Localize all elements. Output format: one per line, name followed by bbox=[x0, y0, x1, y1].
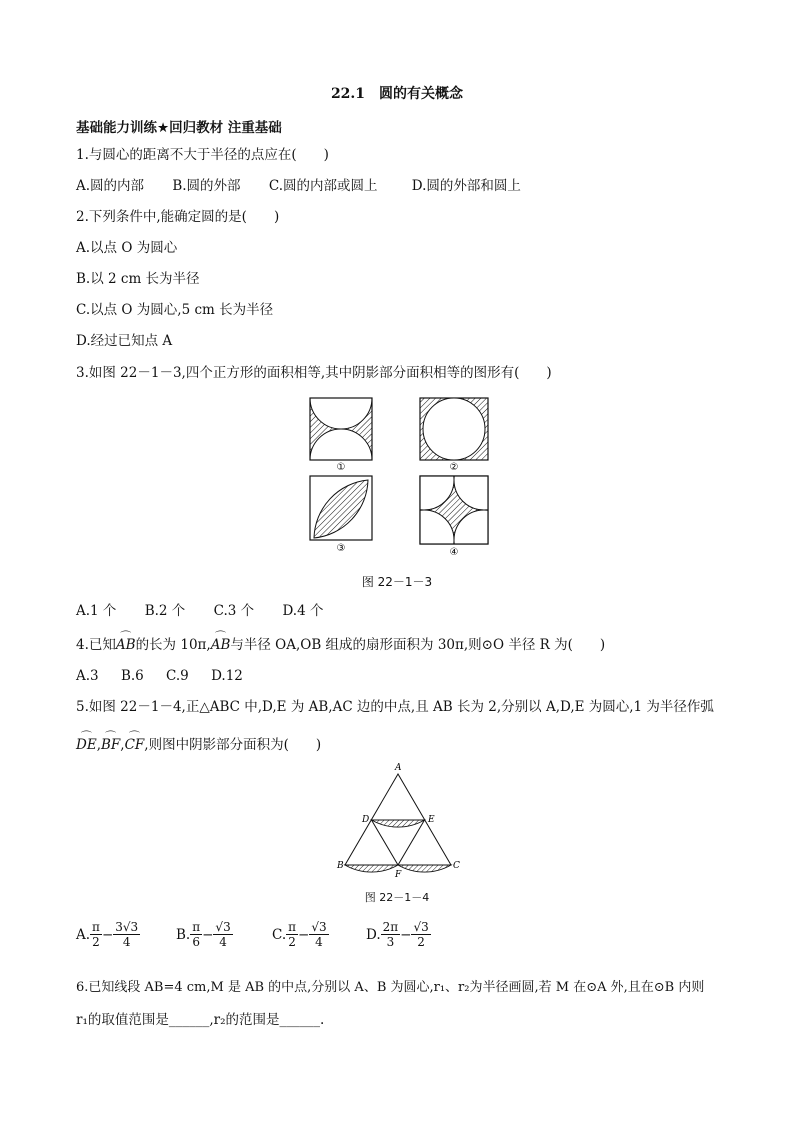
q2-stem: 2.下列条件中,能确定圆的是( ) bbox=[76, 209, 280, 225]
q1-stem: 1.与圆心的距离不大于半径的点应在( ) bbox=[76, 147, 329, 163]
point-label-d: D bbox=[362, 815, 370, 825]
q2-option-c: C.以点 O 为圆心,5 cm 长为半径 bbox=[76, 302, 274, 318]
q4-options bbox=[76, 667, 267, 685]
q5-option-c: C. $\frac{\pi}{2}$ − $\frac{√3}{4}$ bbox=[272, 920, 327, 949]
point-label-b: B bbox=[337, 861, 344, 871]
figure-1-label: ① bbox=[336, 462, 346, 473]
q1-options bbox=[76, 177, 545, 195]
q2-option-d: D.经过已知点 A bbox=[76, 333, 173, 349]
q2-option-a: A.以点 O 为圆心 bbox=[76, 240, 178, 256]
q3-option-a: A.1 个 bbox=[76, 603, 117, 619]
q4-option-c: C.9 bbox=[166, 668, 189, 684]
page-title: 22.1 圆的有关概念 bbox=[330, 86, 464, 102]
q3-stem: 3.如图 22－1－3,四个正方形的面积相等,其中阴影部分面积相等的图形有( ) bbox=[76, 365, 552, 381]
q1-option-c: C.圆的内部或圆上 bbox=[268, 178, 378, 194]
shaded-segment-de bbox=[372, 820, 425, 827]
figure-22-1-3 bbox=[300, 392, 500, 572]
figure-3-square bbox=[310, 476, 372, 540]
q4-option-d: D.12 bbox=[211, 668, 243, 684]
point-label-c: C bbox=[453, 861, 460, 871]
point-label-a: A bbox=[395, 763, 402, 773]
point-label-e: E bbox=[428, 815, 435, 825]
q3-options bbox=[76, 602, 347, 620]
arc-de: ⌒ DE bbox=[76, 737, 97, 753]
figure-2-label: ② bbox=[449, 462, 459, 473]
arc-bf: ⌒ BF bbox=[101, 737, 120, 753]
q6-line2: r₁的取值范围是______,r₂的范围是______. bbox=[76, 1012, 325, 1028]
shaded-segment-cf bbox=[398, 865, 451, 872]
q1-option-d: D.圆的外部和圆上 bbox=[411, 178, 521, 194]
q6-line1: 6.已知线段 AB=4 cm,M 是 AB 的中点,分别以 A、B 为圆心,r₁、r₂为半径画圆,若 M 在⊙A 外,且在⊙B 内则 bbox=[76, 980, 705, 995]
figure-2-square bbox=[420, 398, 488, 460]
point-label-f: F bbox=[395, 870, 402, 880]
q5-option-d: D. $\frac{2\pi}{3}$ − $\frac{√3}{2}$ bbox=[366, 920, 429, 949]
arc-cf: ⌒ CF bbox=[125, 737, 145, 753]
figure-caption-22-1-3: 图 22－1－3 bbox=[361, 575, 433, 589]
arc-ab: ⌒ AB bbox=[116, 637, 136, 653]
q4-stem: 4.已知⌒ AB的长为 10π,⌒ AB与半径 OA,OB 组成的扇形面积为 30π,则⊙O 半径 R 为( ) bbox=[76, 636, 605, 654]
figure-caption-22-1-4: 图 22－1－4 bbox=[364, 891, 430, 904]
figure-22-1-4 bbox=[330, 760, 470, 882]
figure-3-label: ③ bbox=[336, 543, 346, 554]
q5-option-b: B. $\frac{\pi}{6}$ − $\frac{√3}{4}$ bbox=[176, 920, 231, 949]
q1-option-a: A.圆的内部 bbox=[76, 178, 145, 194]
q3-option-d: D.4 个 bbox=[282, 603, 324, 619]
q4-option-b: B.6 bbox=[120, 668, 144, 684]
q3-option-c: C.3 个 bbox=[213, 603, 255, 619]
q5-option-a: A. $\frac{\pi}{2}$ − $\frac{3√3}{4}$ bbox=[76, 920, 139, 949]
shaded-segment-bf bbox=[345, 865, 398, 872]
q1-option-b: B.圆的外部 bbox=[172, 178, 241, 194]
q3-option-b: B.2 个 bbox=[144, 603, 186, 619]
q4-option-a: A.3 bbox=[76, 668, 99, 684]
q5-stem-line1: 5.如图 22－1－4,正△ABC 中,D,E 为 AB,AC 边的中点,且 AB 长为 2,分别以 A,D,E 为圆心,1 为半径作弧 bbox=[76, 699, 714, 715]
q5-stem-line2: ⌒ DE,⌒ BF,⌒ CF,则图中阴影部分面积为( ) bbox=[76, 736, 321, 754]
q2-option-b: B.以 2 cm 长为半径 bbox=[76, 271, 200, 287]
arc-ab-2: ⌒ AB bbox=[211, 637, 231, 653]
section-heading: 基础能力训练★回归教材 注重基础 bbox=[76, 120, 282, 136]
figure-4-square bbox=[394, 450, 500, 570]
figure-4-label: ④ bbox=[449, 547, 459, 558]
